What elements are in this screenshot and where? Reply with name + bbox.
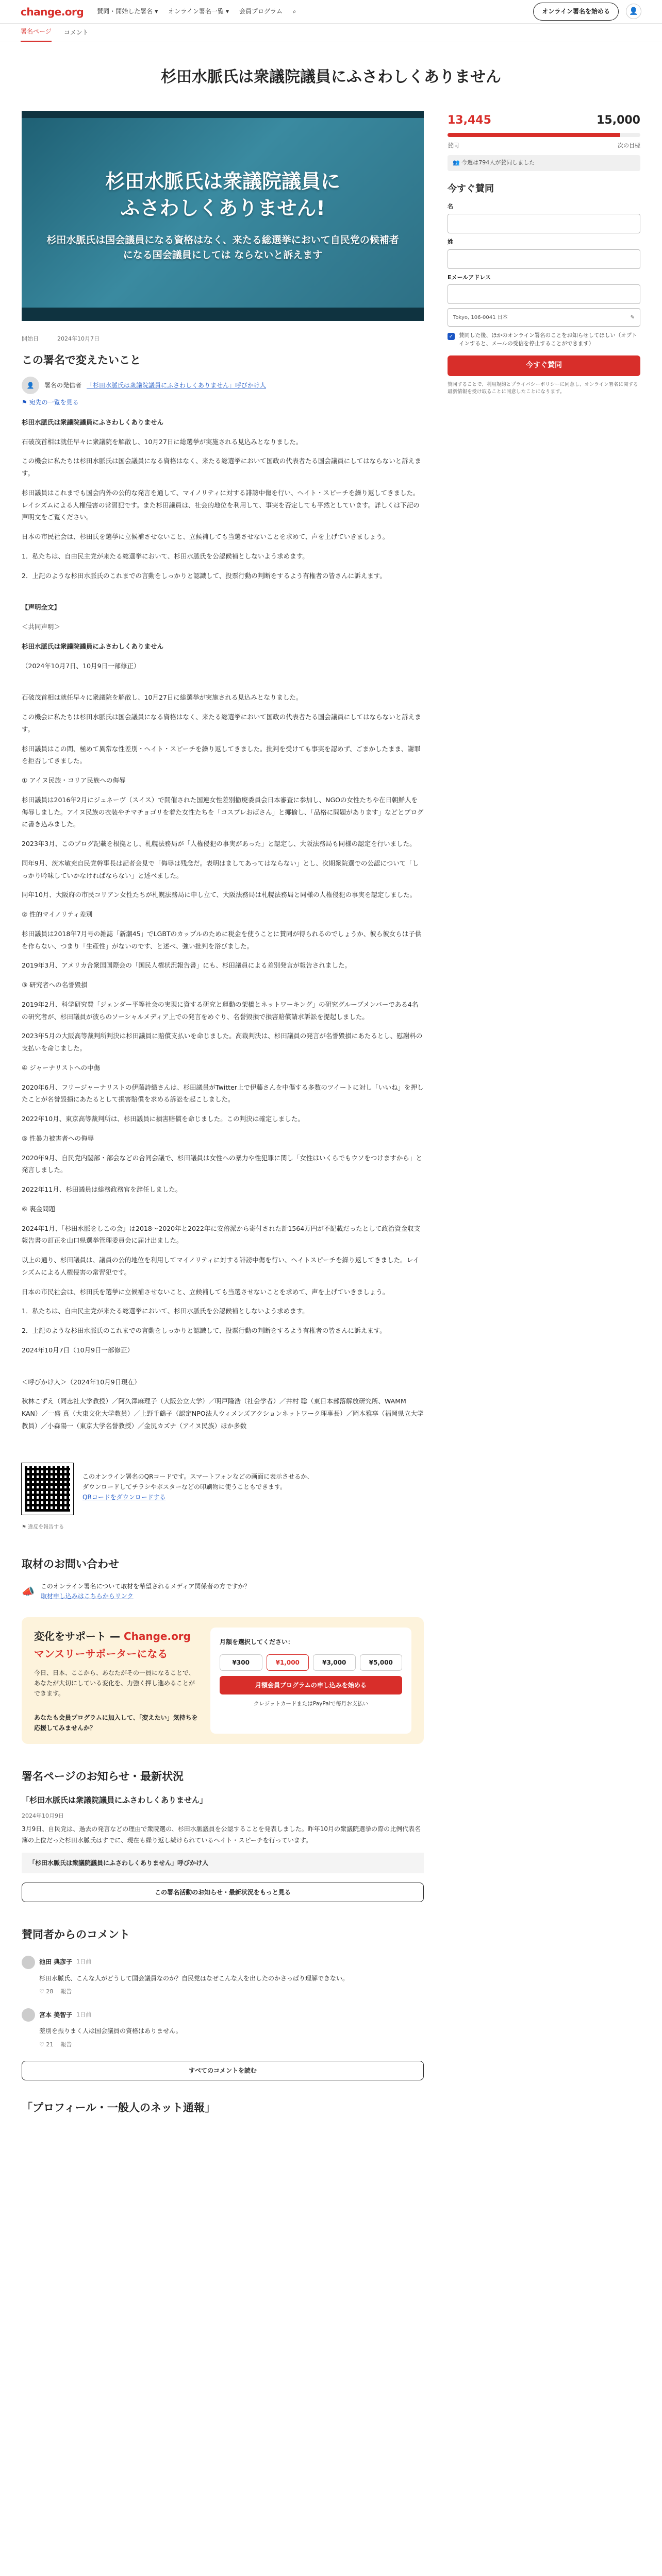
media-heading: 取材のお問い合わせ bbox=[22, 1557, 119, 1570]
body-spacer bbox=[22, 589, 424, 601]
body-paragraph: この機会に私たちは杉田水脈氏は国会議員になる資格はなく、来たる総選挙において国政の代表者たる国会議員にしてはならないと訴えます。 bbox=[22, 713, 421, 733]
next-section-heading: 「プロフィール・一般人のネット通報」 bbox=[22, 2102, 216, 2114]
more-updates-button[interactable]: この署名活動のお知らせ・最新状況をもっと見る bbox=[22, 1883, 424, 1902]
flag-icon: ⚑ bbox=[22, 399, 29, 406]
media-box bbox=[22, 1582, 424, 1601]
body-paragraph: ⑥ 裏金問題 bbox=[22, 1205, 56, 1213]
body-paragraph: 同年9月、茨木敏充自民党幹事長は記者会見で「侮辱は残念だ。表明はましてあってはならない」とし、次期衆院選での公認について「しっかり吟味していかなければならない」と述べました。 bbox=[22, 859, 419, 879]
section-heading-reason: この署名で変えたいこと bbox=[22, 353, 141, 366]
body-paragraph: ③ 研究者への名誉毀損 bbox=[22, 981, 88, 989]
page-title: 杉田水脈氏は衆議院議員にふさわしくありません bbox=[161, 68, 501, 86]
hero-headline-2: ふさわしくありません! bbox=[120, 196, 325, 219]
body-paragraph: 同年10月、大阪府の市民コリアン女性たちが札幌法務局に申し立て、大阪法務局は札幌法務局と同様の人権侵犯の事実を認定しました。 bbox=[22, 891, 417, 899]
body-paragraph: 杉田議員はこれまでも国会内外の公的な発言を通して、マイノリティに対する誹謗中傷を行い、ヘイト・スピーチを繰り返してきました。レイシズムによる人権侵害の常習犯です。また杉田議員は、社会的地位を利用して、事実を否定しても平然としています。詳しくは下記の声明文をご覧ください。 bbox=[22, 488, 420, 521]
body-paragraph: 石破茂首相は就任早々に衆議院を解散し、10月27日に総選挙が実施される見込みとなりました。 bbox=[22, 437, 303, 446]
updates-heading: 署名ページのお知らせ・最新状況 bbox=[22, 1770, 184, 1783]
hero-subtext: 杉田水脈氏は国会議員になる資格はなく、来たる総選挙において自民党の候補者になる国会議員にしては ならないと訴えます bbox=[46, 234, 399, 261]
body-paragraph: 2023年5月の大阪高等裁判所判決は杉田議員に賠償支払いを命じました。高裁判決は、杉田議員の発言が名誉毀損にあたるとし、慰謝料の支払いを命じました。 bbox=[22, 1032, 423, 1053]
qr-section bbox=[22, 1463, 424, 1515]
starter-link[interactable]: 「杉田水脈氏は衆議院議員にふさわしくありません」呼びかけ人 bbox=[87, 382, 267, 389]
body-paragraph: 2022年11月、杉田議員は総務政務官を辞任しました。 bbox=[22, 1185, 182, 1194]
body-paragraph: 1．私たちは、自由民主党が来たる総選挙において、杉田水脈氏を公認候補としないよう求めます。 bbox=[22, 552, 309, 560]
body-paragraph: （2024年10月7日、10月9日一部修正） bbox=[22, 662, 140, 670]
body-paragraph: 2023年3月、このブログ記載を根拠とし、札幌法務局が「人権侵犯の事実があった」と認定し、大阪法務局も同様の認定を行いました。 bbox=[22, 840, 416, 848]
amount-option[interactable]: ¥300 bbox=[220, 1654, 262, 1671]
goal-label: 次の目標 bbox=[618, 142, 640, 149]
meta-started-label: 開始日 bbox=[22, 335, 39, 342]
body-paragraph: 2024年1月、「杉田水脈をしこの会」は2018〜2020年と2022年に安倍派から寄付された計1564万円が不記載だったとして政治資金収支報告書の訂正を山口県選挙管理委員会に届け出ました。 bbox=[22, 1224, 421, 1245]
comment-time: 1日前 bbox=[76, 1958, 92, 1965]
supporter-heading-prefix: 変化をサポート — bbox=[34, 1630, 124, 1642]
body-paragraph: 以上の通り、杉田議員は、議員の公的地位を利用してマイノリティに対する誹謗中傷を行い、ヘイトスピーチを繰り返してきました。レイシズムによる人権侵害の常習犯です。 bbox=[22, 1256, 420, 1276]
tab-comments[interactable]: コメント bbox=[63, 28, 89, 36]
body-paragraph: この機会に私たちは杉田水脈氏は国会議員になる資格はなく、来たる総選挙において国政の代表者たる国会議員にしてはならないと訴えます。 bbox=[22, 457, 421, 478]
optin-checkbox[interactable]: ✓ bbox=[448, 333, 455, 340]
body-spacer bbox=[22, 679, 424, 691]
meta-date: 2024年10月7日 bbox=[57, 335, 100, 342]
body-paragraph: 日本の市民社会は、杉田氏を選挙に立候補させないこと、立候補しても当選させないことを求めて、声を上げていきましょう。 bbox=[22, 533, 389, 541]
hero-image bbox=[22, 111, 424, 321]
signature-goal: 15,000 bbox=[597, 114, 640, 127]
nav-browse[interactable]: オンライン署名一覧 ▾ bbox=[168, 6, 229, 16]
starter-row bbox=[22, 377, 424, 394]
supporter-question: あなたも会員プログラムに加入して、「変えたい」気持ちを応援してみませんか？ bbox=[34, 1714, 198, 1732]
supporter-box bbox=[22, 1617, 424, 1744]
qr-code-image bbox=[22, 1463, 73, 1515]
email-label: Eメールアドレス bbox=[448, 274, 491, 281]
starter-avatar: 👤 bbox=[22, 377, 39, 394]
report-link[interactable]: ⚑ 違反を報告する bbox=[22, 1524, 64, 1530]
heart-icon: ♡ bbox=[39, 2041, 46, 2048]
body-paragraph: 杉田議員はこの間、極めて異常な性差別・ヘイト・スピーチを繰り返してきました。批判を受けても事実を認めず、ごまかしたまま、謝罪を拒否してきました。 bbox=[22, 744, 421, 765]
like-button[interactable]: ♡ 21 bbox=[39, 2041, 54, 2048]
location-value: Tokyo, 106-0041 日本 bbox=[453, 314, 508, 320]
chevron-down-icon: ▾ bbox=[155, 8, 158, 15]
body-paragraph: 2019年3月、アメリカ合衆国国際会の「国民人権状況報告書」にも、杉田議員による差別発言が報告されました。 bbox=[22, 961, 351, 970]
site-logo[interactable]: change.org bbox=[21, 5, 84, 18]
top-bar bbox=[0, 0, 662, 24]
membership-button[interactable]: 月額会員プログラムの申し込みを始める bbox=[220, 1676, 402, 1694]
body-paragraph: 1．私たちは、自由民主党が来たる総選挙において、杉田水脈氏を公認候補としないよう求めます。 bbox=[22, 1307, 309, 1315]
pencil-icon[interactable]: ✎ bbox=[630, 314, 635, 320]
comments-heading: 賛同者からのコメント bbox=[22, 1928, 130, 1941]
search-icon[interactable]: ⌕ bbox=[292, 8, 296, 15]
last-name-label: 姓 bbox=[448, 239, 453, 246]
amount-options bbox=[220, 1654, 402, 1671]
email-field[interactable] bbox=[448, 284, 640, 304]
body-paragraph: ＜共同声明＞ bbox=[22, 623, 61, 631]
location-field[interactable] bbox=[448, 308, 640, 327]
amount-option[interactable]: ¥5,000 bbox=[360, 1654, 403, 1671]
body-paragraph: 秋林こずえ（同志社大学教授）／阿久澤麻理子（大阪公立大学）／明戸隆浩（社会学者）／井村 聡（東日本部落解放研究所、WAMM KAN）／一盛 真（大東文化大学教員）／上野千鶴子（認定NPO法人ウィメンズアクションネットワーク理事長）／岡本雅享（福岡県立大学教員）／小森陽一（東京大学名誉教授）／金尻カズナ（アイヌ民族）ほか多数 bbox=[22, 1397, 424, 1430]
all-comments-button[interactable]: すべてのコメントを読む bbox=[22, 2061, 424, 2080]
update-author-card: 「杉田水脈氏は衆議院議員にふさわしくありません」呼びかけ人 bbox=[22, 1853, 424, 1873]
media-text: このオンライン署名について取材を希望されるメディア関係者の方ですか？ bbox=[40, 1583, 251, 1590]
body-paragraph: ① アイヌ民族・コリア民族への侮辱 bbox=[22, 776, 126, 785]
body-paragraph: ⑤ 性暴力被害者への侮辱 bbox=[22, 1134, 94, 1142]
amount-title: 月額を選択してください： bbox=[220, 1638, 294, 1646]
comment-body: 差別を振りまく人は国会議員の資格はありません。 bbox=[39, 2027, 182, 2035]
report-comment-button[interactable]: 報告 bbox=[60, 1988, 72, 1995]
commenter-avatar bbox=[22, 2008, 35, 2022]
amount-option[interactable]: ¥3,000 bbox=[313, 1654, 356, 1671]
like-button[interactable]: ♡ 28 bbox=[39, 1988, 54, 1995]
tab-petition[interactable]: 署名ページ bbox=[21, 26, 52, 42]
commenter-name: 池田 典彦子 bbox=[39, 1958, 73, 1966]
body-spacer bbox=[22, 1364, 424, 1376]
media-link[interactable]: 取材申し込みはこちらからリンク bbox=[40, 1592, 134, 1600]
main-column bbox=[22, 111, 424, 2117]
commenter-name: 宮本 美智子 bbox=[39, 2011, 73, 2019]
heart-icon: ♡ bbox=[39, 1988, 46, 1995]
petition-body bbox=[22, 416, 424, 1432]
qr-text-1: このオンライン署名のQRコードです。スマートフォンなどの画面に表示させるか、 bbox=[82, 1472, 313, 1480]
main-nav bbox=[97, 6, 296, 16]
body-paragraph: 石破茂首相は就任早々に衆議院を解散し、10月27日に総選挙が実施される見込みとなりました。 bbox=[22, 693, 303, 702]
body-paragraph: 日本の市民社会は、杉田氏を選挙に立候補させないこと、立候補しても当選させないことを求めて、声を上げていきましょう。 bbox=[22, 1287, 389, 1296]
qr-text-2: ダウンロードしてチラシやポスターなどの印刷物に使うこともできます。 bbox=[82, 1483, 287, 1490]
body-paragraph: 杉田議員は2016年2月にジュネーヴ（スイス）で開催された国連女性差別撤廃委員会日本審査に参加し、NGOの女性たちや在日朝鮮人を侮辱しました。アイヌ民族の衣装やチマチョゴリを着た女性たちを「コスプレおばさん」と揶揄し、「品格に問題があります」などとブログに書き込みました。 bbox=[22, 795, 424, 828]
first-name-label: 名 bbox=[448, 203, 453, 210]
signature-count: 13,445 bbox=[448, 114, 491, 127]
body-paragraph: 2020年6月、フリージャーナリストの伊藤詩織さんは、杉田議員がTwitter上で伊藤さんを中傷する多数のツイートに対し「いいね」を押したことが名誉毀損にあたるとして損害賠償を求める訴訟を起こしました。 bbox=[22, 1083, 424, 1104]
amount-option-selected[interactable]: ¥1,000 bbox=[267, 1654, 309, 1671]
sign-button[interactable]: 今すぐ賛同 bbox=[448, 355, 640, 376]
optin-label: 賛同した後、ほかのオンライン署名のことをお知らせしてほしい（オプトインすると、メールの受信を停止することができます） bbox=[459, 332, 637, 347]
comment-item bbox=[22, 1956, 424, 1997]
qr-download-link[interactable]: QRコードをダウンロードする bbox=[82, 1494, 166, 1501]
supporter-body: 今日、日本、ここから、あなたがその一員になることで、あなたが大切にしている変化を、力強く押し進めることができます。 bbox=[34, 1669, 195, 1698]
comment-body: 杉田水脈氏、こんな人がどうして国会議員なのか？自民党はなぜこんな人を出したのかさっぱり理解できない。 bbox=[39, 1974, 349, 1982]
start-petition-button[interactable]: オンライン署名を始める bbox=[533, 3, 619, 20]
update-date: 2024年10月9日 bbox=[22, 1812, 64, 1819]
comment-item bbox=[22, 2008, 424, 2049]
page-tabs bbox=[0, 24, 662, 42]
body-paragraph: 2022年10月、東京高等裁判所は、杉田議員に損害賠償を命じました。この判決は確定しました。 bbox=[22, 1115, 304, 1123]
body-paragraph: ＜呼びかけ人＞（2024年10月9日現在） bbox=[22, 1378, 141, 1386]
body-heading: 【声明全文】 bbox=[22, 603, 61, 612]
comment-time: 1日前 bbox=[76, 2011, 92, 2018]
body-paragraph: ④ ジャーナリストへの中傷 bbox=[22, 1063, 101, 1072]
progress-bar bbox=[448, 133, 640, 137]
count-label: 賛同 bbox=[448, 142, 459, 149]
progress-fill bbox=[448, 133, 620, 137]
update-title[interactable]: 「杉田水脈氏は衆議院議員にふさわしくありません」 bbox=[22, 1795, 208, 1805]
update-body: 3月9日、自民党は、過去の発言などの理由で衆院選の、杉田水脈議員を公認することを発表しました。昨年10月の衆議院選挙の際の比例代表名簿の上位だった杉田水脈氏はすでに、現在も繰り返し続けられているヘイト・スピーチを行っています。 bbox=[22, 1825, 421, 1844]
recipients-link[interactable]: ⚑ 宛先の一覧を見る bbox=[22, 399, 79, 406]
recent-signers: 👥 今週は794人が賛同しました bbox=[448, 155, 640, 171]
sign-sidebar bbox=[448, 111, 640, 396]
first-name-field[interactable] bbox=[448, 214, 640, 233]
chevron-down-icon: ▾ bbox=[225, 8, 229, 15]
user-avatar-icon[interactable]: 👤 bbox=[626, 4, 641, 19]
starter-prefix: 署名の発信者 bbox=[44, 382, 82, 389]
hero-headline-1: 杉田水脈氏は衆議院議員に bbox=[105, 170, 340, 193]
body-paragraph: 杉田議員は2018年7月号の雑誌「新潮45」でLGBTのカップルのために税金を使うことに賛同が得られるのでしょうか、彼ら彼女らは子供を作らない、つまり「生産性」がないのです、と述べ、強い批判を浴びました。 bbox=[22, 929, 422, 950]
body-paragraph: 2019年2月、科学研究費「ジェンダー平等社会の実現に資する研究と運動の架橋とネットワーキング」の研究グループメンバーである4名の研究者が、杉田議員が彼らのソーシャルメディア上での発言をめぐり、名誉毀損で損害賠償請求訴訟を提起しました。 bbox=[22, 1000, 419, 1021]
terms-text: 賛同することで、利用規約とプライバシーポリシーに同意し、オンライン署名に関する最新情報を受け取ることに同意したことになります。 bbox=[448, 381, 638, 395]
body-paragraph: 2020年9月、自民党内閣部・部会などの合同会議で、杉田議員は女性への暴力や性犯罪に関し「女性はいくらでもウソをつけますから」と発言しました。 bbox=[22, 1154, 422, 1174]
body-paragraph: 2．上記のような杉田水脈氏のこれまでの言動をしっかりと認識して、投票行動の判断をするよう有権者の皆さんに訴えます。 bbox=[22, 571, 386, 580]
supporter-heading-brand: Change.orgマンスリーサポーターになる bbox=[34, 1630, 191, 1660]
body-paragraph: ② 性的マイノリティ差別 bbox=[22, 910, 93, 919]
body-heading: 杉田水脈氏は衆議院議員にふさわしくありません bbox=[22, 418, 164, 426]
body-paragraph: 2．上記のような杉田水脈氏のこれまでの言動をしっかりと認識して、投票行動の判断をするよう有権者の皆さんに訴えます。 bbox=[22, 1327, 386, 1335]
nav-my-petitions[interactable]: 賛同・開始した署名 ▾ bbox=[97, 6, 158, 16]
commenter-avatar bbox=[22, 1956, 35, 1969]
body-paragraph: 2024年10月7日（10月9日一部修正） bbox=[22, 1346, 134, 1354]
petition-meta bbox=[22, 334, 424, 344]
nav-membership[interactable]: 会員プログラム bbox=[239, 8, 283, 15]
body-heading: 杉田水脈氏は衆議院議員にふさわしくありません bbox=[22, 642, 164, 650]
megaphone-icon: 📣 bbox=[22, 1585, 35, 1598]
sign-heading: 今すぐ賛同 bbox=[448, 183, 494, 194]
last-name-field[interactable] bbox=[448, 249, 640, 269]
supporter-footnote: クレジットカードまたはPayPalで毎月お支払い bbox=[253, 1700, 369, 1707]
report-comment-button[interactable]: 報告 bbox=[60, 2041, 72, 2048]
